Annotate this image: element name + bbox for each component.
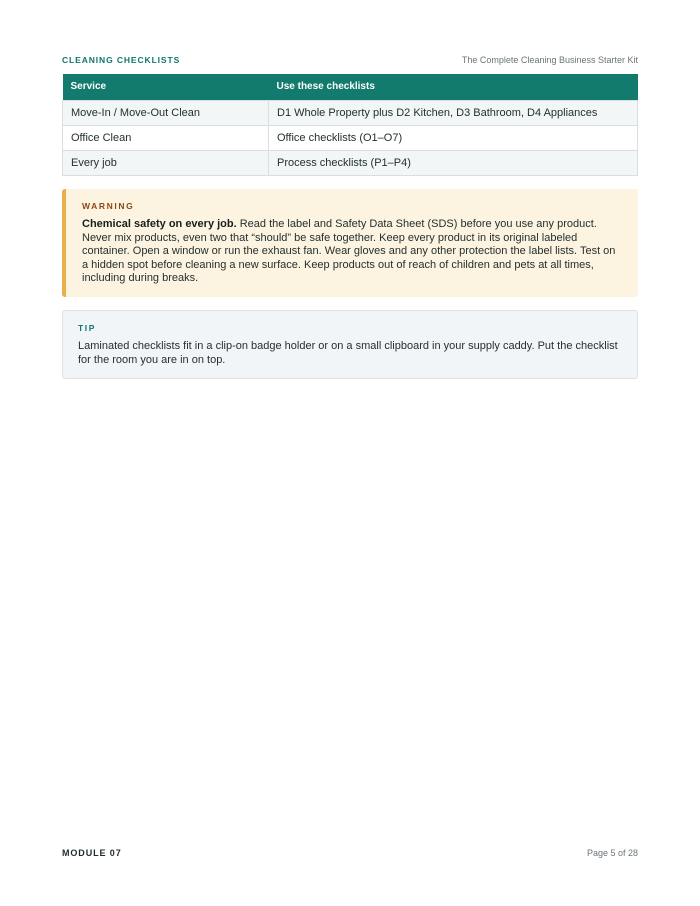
tip-label: TIP bbox=[78, 323, 97, 333]
section-label: CLEANING CHECKLISTS bbox=[62, 55, 181, 65]
table-cell-checklists: Office checklists (O1–O7) bbox=[269, 125, 638, 150]
table-cell-service: Office Clean bbox=[63, 125, 269, 150]
page-header bbox=[62, 55, 638, 65]
table-row bbox=[63, 125, 638, 150]
table-cell-checklists: Process checklists (P1–P4) bbox=[269, 150, 638, 175]
column-header-checklists: Use these checklists bbox=[269, 74, 638, 100]
tip-callout bbox=[62, 310, 638, 379]
table-cell-service: Every job bbox=[63, 150, 269, 175]
page-number: Page 5 of 28 bbox=[586, 848, 638, 858]
table-row bbox=[63, 150, 638, 175]
table-cell-service: Move-In / Move-Out Clean bbox=[63, 100, 269, 125]
warning-label: WARNING bbox=[82, 201, 135, 211]
warning-callout bbox=[62, 189, 638, 297]
warning-body bbox=[82, 218, 622, 286]
table-row bbox=[63, 100, 638, 125]
service-checklist-table bbox=[62, 74, 638, 176]
module-label: MODULE 07 bbox=[62, 848, 122, 858]
table-cell-checklists: D1 Whole Property plus D2 Kitchen, D3 Bathroom, D4 Appliances bbox=[269, 100, 638, 125]
kit-title: The Complete Cleaning Business Starter Kit bbox=[461, 55, 638, 65]
table-header-row bbox=[63, 74, 638, 100]
column-header-service: Service bbox=[63, 74, 269, 100]
page-footer bbox=[62, 848, 638, 858]
warning-text: Read the label and Safety Data Sheet (SDS) before you use any product. Never mix products, even two that “should” be safe together. Keep every product in its original labeled container. Open a window or run the exhaust fan. Wear gloves and any other protection the label lists. Test on a hidden spot before cleaning a new surface. Keep products out of reach of children and pets at all times, including during breaks. bbox=[82, 218, 616, 285]
tip-text: Laminated checklists fit in a clip-on badge holder or on a small clipboard in your supply caddy. Put the checklist for the room you are in on top. bbox=[78, 340, 618, 366]
warning-lead: Chemical safety on every job. bbox=[82, 218, 237, 230]
